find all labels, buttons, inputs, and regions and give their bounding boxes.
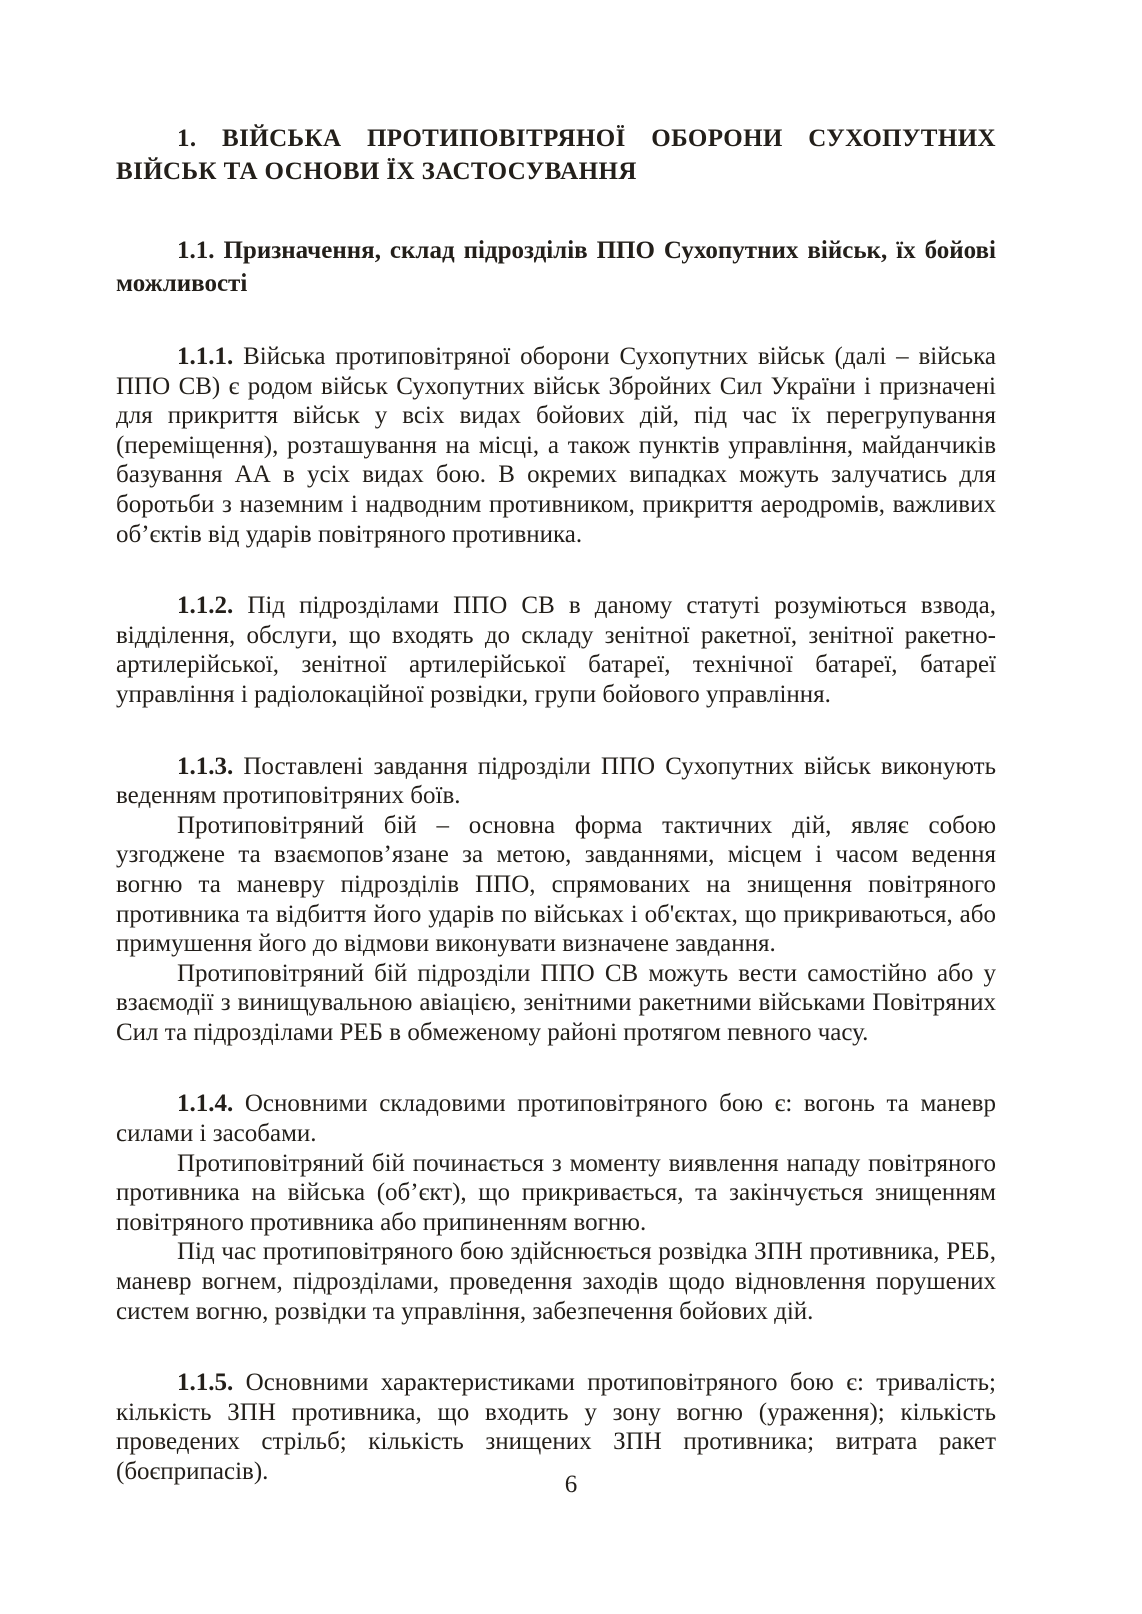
- item-number: 1.1.1.: [177, 343, 234, 370]
- paragraph-text: Основними характеристиками протиповітряного бою є: тривалість; кількість ЗПН противника, що входить у зону вогню (ураження); кількість проведених стрільб; кількість знищених ЗПН противника; витрата ракет (боєприпасів).: [116, 1369, 996, 1485]
- paragraph-1-1-2: [116, 591, 996, 709]
- item-number: 1.1.4.: [177, 1090, 234, 1118]
- chapter-title: 1. ВІЙСЬКА ПРОТИПОВІТРЯНОЇ ОБОРОНИ СУХОПУТНИХ ВІЙСЬК ТА ОСНОВИ ЇХ ЗАСТОСУВАННЯ: [116, 125, 996, 185]
- item-number: 1.1.5.: [177, 1369, 234, 1397]
- paragraph-text: Під підрозділами ППО СВ в даному статуті розуміються взвода, відділення, обслуги, що входять до складу зенітної ракетної, зенітної ракетно-артилерійської, зенітної артилерійської батареї, технічної батареї, батареї управління і радіолокаційної розвідки, групи бойового управління.: [116, 592, 996, 708]
- item-number: 1.1.2.: [177, 592, 234, 620]
- paragraph-text: Війська протиповітряної оборони Сухопутних військ (далі – війська ППО СВ) є родом військ Сухопутних військ Збройних Сил України і призначені для прикриття військ у всіх видах бойових дій, під час їх перегрупування (переміщення), розташування на місці, а також пунктів управління, майданчиків базування АА в усіх видах бою. В окремих випадках можуть залучатись для боротьби з наземним і надводним противником, прикриття аеродромів, важливих об’єктів від ударів повітряного противника.: [116, 343, 996, 548]
- paragraph-1-1-4-cont-1: Протиповітряний бій починається з моменту виявлення нападу повітряного противника на війська (об’єкт), що прикривається, та закінчується знищенням повітряного противника або припиненням вогню.: [116, 1149, 996, 1236]
- paragraph-1-1-3-cont-1: Протиповітряний бій – основна форма тактичних дій, являє собою узгоджене та взаємопов’язане за метою, завданнями, місцем і часом ведення вогню та маневру підрозділів ППО, спрямованих на знищення повітряного противника та відбиття його ударів по військах і об'єктах, що прикриваються, або примушення його до відмови виконувати визначене завдання.: [116, 811, 996, 958]
- paragraph-1-1-5: [116, 1368, 996, 1486]
- page-number: 6: [564, 1471, 578, 1498]
- paragraph-1-1-4: [116, 1089, 996, 1148]
- paragraph-text: Поставлені завдання підрозділи ППО Сухопутних військ виконують веденням протиповітряних боїв.: [116, 752, 996, 810]
- section-title: 1.1. Призначення, склад підрозділів ППО Сухопутних військ, їх бойові можливості: [116, 237, 996, 297]
- paragraph-1-1-4-cont-2: Під час протиповітряного бою здійснюється розвідка ЗПН противника, РЕБ, маневр вогнем, підрозділами, проведення заходів щодо відновлення порушених систем вогню, розвідки та управління, забезпечення бойових дій.: [116, 1238, 996, 1325]
- paragraph-1-1-3: [116, 752, 996, 811]
- document-page: [116, 122, 996, 1487]
- paragraph-1-1-1: [116, 342, 996, 549]
- item-number: 1.1.3.: [177, 752, 234, 780]
- paragraph-text: Основними складовими протиповітряного бою є: вогонь та маневр силами і засобами.: [116, 1090, 996, 1148]
- paragraph-1-1-3-cont-2: Протиповітряний бій підрозділи ППО СВ можуть вести самостійно або у взаємодії з винищувальною авіацією, зенітними ракетними військами Повітряних Сил та підрозділами РЕБ в обмеженому районі протягом певного часу.: [116, 959, 996, 1046]
